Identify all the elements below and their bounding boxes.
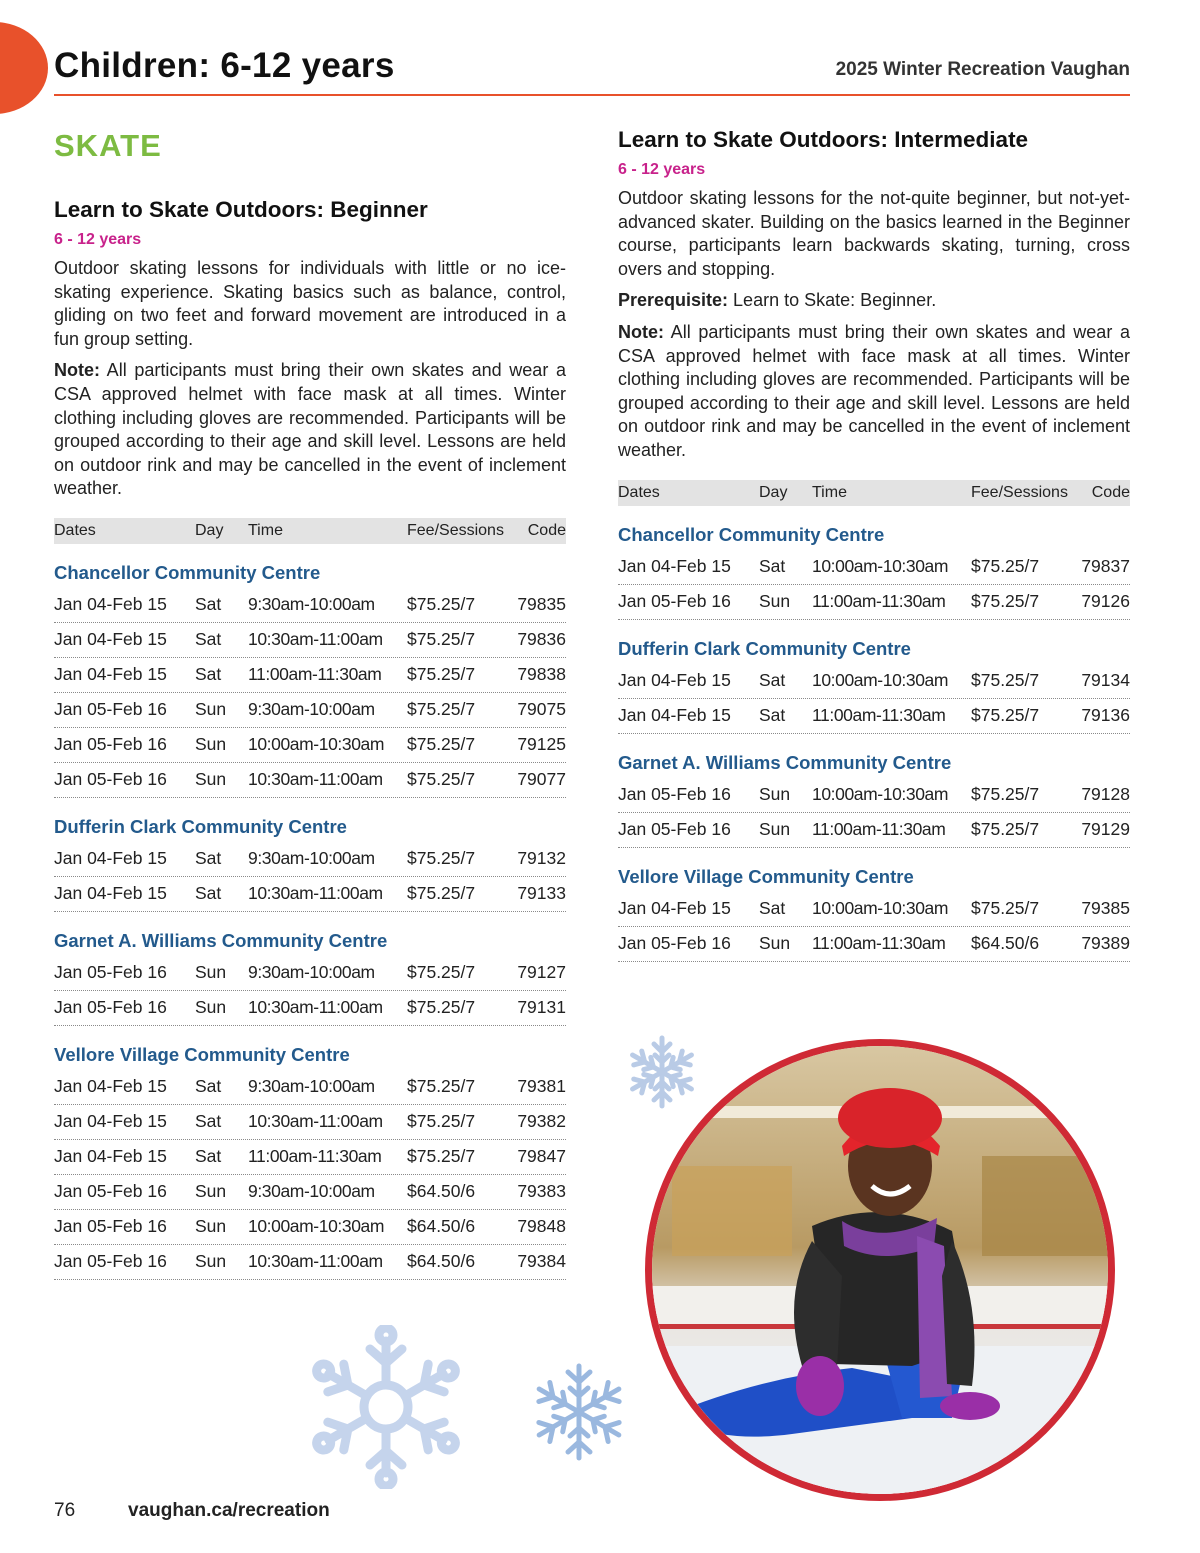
cell-fee: $75.25/7 xyxy=(971,705,1040,726)
cell-dates: Jan 04-Feb 15 xyxy=(54,848,167,869)
table-row xyxy=(618,892,1130,927)
cell-code: 79382 xyxy=(517,1111,566,1132)
course-description: Outdoor skating lessons for the not-quite beginner, but not-yet-advanced skater. Building on the basics learned in the Beginner course, participants learn backwards skating, turning, cross overs and stopping. xyxy=(618,188,1130,279)
cell-dates: Jan 05-Feb 16 xyxy=(54,769,167,790)
table-row xyxy=(618,550,1130,585)
table-row xyxy=(54,991,566,1026)
header-day: Day xyxy=(195,521,224,539)
cell-time: 9:30am-10:00am xyxy=(248,1181,375,1202)
cell-dates: Jan 04-Feb 15 xyxy=(54,629,167,650)
intermediate-course xyxy=(618,127,1130,962)
cell-time: 10:30am-11:00am xyxy=(248,769,383,790)
cell-code: 79127 xyxy=(517,962,566,983)
section-heading: SKATE xyxy=(54,128,162,163)
header-dates: Dates xyxy=(54,521,96,539)
prereq-text: Learn to Skate: Beginner. xyxy=(728,290,937,311)
table-row xyxy=(54,693,566,728)
venue-name: Dufferin Clark Community Centre xyxy=(618,637,911,659)
course-title: Learn to Skate Outdoors: Beginner xyxy=(54,197,428,222)
cell-code: 79847 xyxy=(517,1146,566,1167)
header-day: Day xyxy=(759,483,788,501)
cell-dates: Jan 04-Feb 15 xyxy=(54,594,167,615)
cell-dates: Jan 05-Feb 16 xyxy=(54,734,167,755)
cell-dates: Jan 05-Feb 16 xyxy=(54,1181,167,1202)
cell-time: 9:30am-10:00am xyxy=(248,594,375,615)
cell-time: 10:30am-11:00am xyxy=(248,997,383,1018)
header-time: Time xyxy=(812,483,847,501)
cell-dates: Jan 05-Feb 16 xyxy=(618,591,731,612)
table-row xyxy=(54,658,566,693)
course-title: Learn to Skate Outdoors: Intermediate xyxy=(618,127,1029,152)
footer-url: vaughan.ca/recreation xyxy=(128,1500,330,1521)
cell-time: 10:30am-11:00am xyxy=(248,629,383,650)
cell-time: 10:00am-10:30am xyxy=(812,898,949,919)
cell-fee: $75.25/7 xyxy=(407,594,476,615)
cell-time: 9:30am-10:00am xyxy=(248,1076,375,1097)
venue-name: Dufferin Clark Community Centre xyxy=(54,815,347,837)
table-row xyxy=(54,956,566,991)
cell-day: Sun xyxy=(195,734,227,755)
cell-code: 79129 xyxy=(1081,819,1130,840)
cell-dates: Jan 05-Feb 16 xyxy=(618,819,731,840)
cell-dates: Jan 04-Feb 15 xyxy=(54,883,167,904)
cell-dates: Jan 04-Feb 15 xyxy=(618,556,731,577)
cell-code: 79848 xyxy=(517,1216,566,1237)
cell-fee: $75.25/7 xyxy=(407,1111,476,1132)
venue-list xyxy=(54,562,566,1280)
venue-list xyxy=(618,524,1130,962)
cell-dates: Jan 05-Feb 16 xyxy=(54,699,167,720)
publication-title: 2025 Winter Recreation Vaughan xyxy=(835,59,1130,80)
cell-time: 11:00am-11:30am xyxy=(812,705,946,726)
header-code: Code xyxy=(1091,483,1130,501)
cell-code: 79838 xyxy=(517,664,566,685)
table-row xyxy=(618,927,1130,962)
venue-name: Garnet A. Williams Community Centre xyxy=(618,751,952,773)
cell-dates: Jan 05-Feb 16 xyxy=(54,962,167,983)
note-text: All participants must bring their own skates and wear a CSA approved helmet with face mask at all times. Winter clothing including gloves are recommended. Participants will be grouped according to their age and skill level. Lessons are held on outdoor rink and may be cancelled in the event of inclement weather. xyxy=(54,360,566,499)
cell-fee: $75.25/7 xyxy=(971,819,1040,840)
table-row xyxy=(618,813,1130,848)
header-time: Time xyxy=(248,521,283,539)
course-note xyxy=(54,359,566,501)
header-divider xyxy=(54,94,1130,96)
table-row xyxy=(618,585,1130,620)
cell-dates: Jan 05-Feb 16 xyxy=(54,1216,167,1237)
cell-fee: $75.25/7 xyxy=(407,962,476,983)
cell-day: Sun xyxy=(759,933,791,954)
cell-day: Sat xyxy=(195,594,222,615)
cell-fee: $75.25/7 xyxy=(407,997,476,1018)
cell-fee: $75.25/7 xyxy=(407,848,476,869)
cell-code: 79134 xyxy=(1081,670,1130,691)
course-note xyxy=(618,321,1130,463)
table-row xyxy=(54,623,566,658)
cell-fee: $75.25/7 xyxy=(407,664,476,685)
cell-code: 79133 xyxy=(517,883,566,904)
cell-fee: $75.25/7 xyxy=(971,898,1040,919)
cell-time: 9:30am-10:00am xyxy=(248,699,375,720)
cell-day: Sun xyxy=(195,962,227,983)
cell-fee: $75.25/7 xyxy=(971,784,1040,805)
cell-dates: Jan 04-Feb 15 xyxy=(618,670,731,691)
cell-fee: $75.25/7 xyxy=(407,769,476,790)
cell-dates: Jan 05-Feb 16 xyxy=(54,1251,167,1272)
cell-day: Sun xyxy=(759,591,791,612)
cell-day: Sun xyxy=(759,784,791,805)
cell-day: Sat xyxy=(759,898,786,919)
snowflake-icon xyxy=(525,1358,633,1466)
cell-code: 79075 xyxy=(517,699,566,720)
cell-dates: Jan 04-Feb 15 xyxy=(54,1111,167,1132)
cell-fee: $75.25/7 xyxy=(407,699,476,720)
page-number: 76 xyxy=(54,1500,76,1521)
table-row xyxy=(54,1245,566,1280)
course-description: Outdoor skating lessons for individuals with little or no ice-skating experience. Skating basics such as balance, control, gliding on two feet and forward movement are introduced in a fun group setting. xyxy=(54,258,566,349)
cell-dates: Jan 05-Feb 16 xyxy=(54,997,167,1018)
table-row xyxy=(618,699,1130,734)
cell-day: Sun xyxy=(195,769,227,790)
cell-time: 10:30am-11:00am xyxy=(248,1251,383,1272)
cell-dates: Jan 05-Feb 16 xyxy=(618,933,731,954)
table-row xyxy=(54,1175,566,1210)
table-row xyxy=(54,842,566,877)
child-skater-illustration xyxy=(652,1046,1108,1494)
cell-day: Sat xyxy=(195,1076,222,1097)
note-text: All participants must bring their own skates and wear a CSA approved helmet with face mask at all times. Winter clothing including gloves are recommended. Participants will be grouped according to their age and skill level. Lessons are held on outdoor rink and may be cancelled in the event of inclement weather. xyxy=(618,321,1130,460)
snowflake-icon xyxy=(302,1325,470,1489)
cell-fee: $75.25/7 xyxy=(407,883,476,904)
cell-day: Sat xyxy=(195,1111,222,1132)
page-title: Children: 6-12 years xyxy=(54,46,395,85)
venue-name: Chancellor Community Centre xyxy=(618,523,885,545)
header-dates: Dates xyxy=(618,483,660,501)
age-range: 6 - 12 years xyxy=(54,231,142,248)
skater-photo xyxy=(645,1039,1115,1501)
note-label: Note: xyxy=(54,360,100,381)
cell-day: Sun xyxy=(195,1251,227,1272)
table-header xyxy=(618,480,1130,506)
cell-code: 79132 xyxy=(517,848,566,869)
beginner-course xyxy=(54,197,566,1280)
cell-fee: $64.50/6 xyxy=(407,1251,476,1272)
cell-time: 10:00am-10:30am xyxy=(248,734,385,755)
cell-fee: $64.50/6 xyxy=(407,1216,476,1237)
cell-day: Sat xyxy=(195,629,222,650)
cell-dates: Jan 04-Feb 15 xyxy=(54,1146,167,1167)
cell-day: Sun xyxy=(195,1181,227,1202)
cell-day: Sat xyxy=(759,670,786,691)
cell-fee: $75.25/7 xyxy=(971,591,1040,612)
cell-day: Sat xyxy=(759,556,786,577)
cell-day: Sat xyxy=(195,1146,222,1167)
cell-day: Sun xyxy=(759,819,791,840)
cell-code: 79384 xyxy=(517,1251,566,1272)
note-label: Note: xyxy=(618,321,664,342)
venue-name: Vellore Village Community Centre xyxy=(618,865,914,887)
cell-code: 79836 xyxy=(517,629,566,650)
cell-time: 11:00am-11:30am xyxy=(812,933,946,954)
cell-time: 11:00am-11:30am xyxy=(248,1146,382,1167)
cell-time: 9:30am-10:00am xyxy=(248,962,375,983)
table-row xyxy=(54,1140,566,1175)
cell-dates: Jan 04-Feb 15 xyxy=(54,664,167,685)
cell-code: 79383 xyxy=(517,1181,566,1202)
venue-name: Vellore Village Community Centre xyxy=(54,1043,350,1065)
cell-day: Sat xyxy=(195,883,222,904)
table-row xyxy=(54,1210,566,1245)
cell-day: Sat xyxy=(759,705,786,726)
age-range: 6 - 12 years xyxy=(618,161,706,178)
cell-fee: $75.25/7 xyxy=(971,670,1040,691)
cell-time: 9:30am-10:00am xyxy=(248,848,375,869)
cell-day: Sun xyxy=(195,997,227,1018)
table-header xyxy=(54,518,566,544)
table-row xyxy=(54,1105,566,1140)
cell-code: 79128 xyxy=(1081,784,1130,805)
cell-dates: Jan 05-Feb 16 xyxy=(618,784,731,805)
table-row xyxy=(618,664,1130,699)
cell-code: 79131 xyxy=(517,997,566,1018)
cell-code: 79077 xyxy=(517,769,566,790)
cell-code: 79385 xyxy=(1081,898,1130,919)
cell-code: 79835 xyxy=(517,594,566,615)
cell-code: 79381 xyxy=(517,1076,566,1097)
cell-dates: Jan 04-Feb 15 xyxy=(618,705,731,726)
cell-fee: $64.50/6 xyxy=(407,1181,476,1202)
cell-time: 10:30am-11:00am xyxy=(248,883,383,904)
cell-code: 79389 xyxy=(1081,933,1130,954)
cell-day: Sat xyxy=(195,664,222,685)
table-row xyxy=(54,1070,566,1105)
cell-day: Sun xyxy=(195,1216,227,1237)
cell-code: 79126 xyxy=(1081,591,1130,612)
cell-fee: $64.50/6 xyxy=(971,933,1040,954)
cell-time: 10:30am-11:00am xyxy=(248,1111,383,1132)
table-row xyxy=(54,588,566,623)
cell-time: 11:00am-11:30am xyxy=(248,664,382,685)
table-row xyxy=(54,877,566,912)
cell-time: 10:00am-10:30am xyxy=(812,670,949,691)
cell-day: Sat xyxy=(195,848,222,869)
cell-fee: $75.25/7 xyxy=(407,734,476,755)
cell-time: 10:00am-10:30am xyxy=(812,784,949,805)
cell-code: 79837 xyxy=(1081,556,1130,577)
table-row xyxy=(54,763,566,798)
cell-code: 79125 xyxy=(517,734,566,755)
cell-time: 10:00am-10:30am xyxy=(812,556,949,577)
cell-time: 11:00am-11:30am xyxy=(812,591,946,612)
cell-dates: Jan 04-Feb 15 xyxy=(618,898,731,919)
table-row xyxy=(618,778,1130,813)
snowflake-icon xyxy=(622,1032,702,1112)
schedule-table xyxy=(618,480,1130,962)
cell-time: 11:00am-11:30am xyxy=(812,819,946,840)
cell-fee: $75.25/7 xyxy=(407,629,476,650)
cell-dates: Jan 04-Feb 15 xyxy=(54,1076,167,1097)
header-fee: Fee/Sessions xyxy=(407,521,504,539)
page-tab-marker xyxy=(0,22,48,114)
course-prerequisite xyxy=(618,289,1130,313)
cell-day: Sun xyxy=(195,699,227,720)
cell-time: 10:00am-10:30am xyxy=(248,1216,385,1237)
cell-fee: $75.25/7 xyxy=(407,1076,476,1097)
venue-name: Garnet A. Williams Community Centre xyxy=(54,929,388,951)
cell-fee: $75.25/7 xyxy=(407,1146,476,1167)
cell-fee: $75.25/7 xyxy=(971,556,1040,577)
cell-code: 79136 xyxy=(1081,705,1130,726)
venue-name: Chancellor Community Centre xyxy=(54,561,321,583)
table-row xyxy=(54,728,566,763)
schedule-table xyxy=(54,518,566,1280)
header-code: Code xyxy=(527,521,566,539)
header-fee: Fee/Sessions xyxy=(971,483,1068,501)
prereq-label: Prerequisite: xyxy=(618,290,729,311)
